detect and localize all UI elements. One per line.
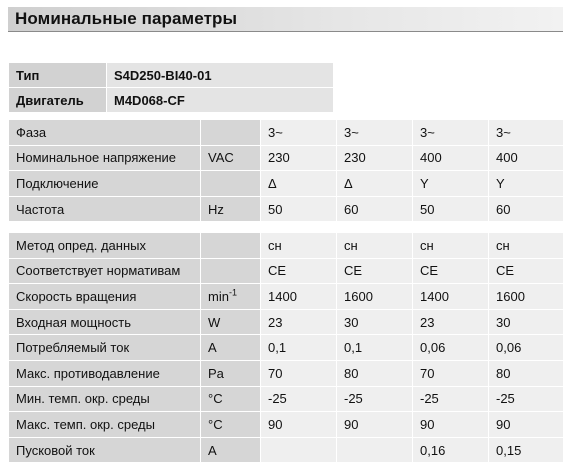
param-row (9, 412, 564, 438)
param-value: Y (413, 171, 489, 197)
param-row (9, 437, 564, 463)
section-header (8, 7, 563, 32)
param-value: 50 (413, 196, 489, 222)
param-value: -25 (489, 386, 564, 412)
param-value: 60 (489, 196, 564, 222)
param-unit (201, 386, 261, 412)
param-value: 1400 (413, 284, 489, 310)
param-unit (201, 360, 261, 386)
header-key: Двигатель (9, 88, 107, 113)
param-row (9, 360, 564, 386)
param-label: Потребляемый ток (9, 335, 201, 361)
param-label: Входная мощность (9, 309, 201, 335)
param-value: 80 (337, 360, 413, 386)
param-unit (201, 284, 261, 310)
unit-text: A (208, 442, 217, 458)
param-value: Y (489, 171, 564, 197)
unit-superscript: -1 (228, 287, 237, 298)
param-row (9, 258, 564, 284)
param-unit (201, 412, 261, 438)
param-value: 0,1 (337, 335, 413, 361)
param-value: 3~ (489, 120, 564, 146)
param-unit (201, 171, 261, 197)
performance-params-table (8, 232, 564, 463)
unit-text: °C (208, 391, 223, 407)
param-unit (201, 437, 261, 463)
param-label: Фаза (9, 120, 201, 146)
param-unit (201, 258, 261, 284)
param-value: 1400 (261, 284, 337, 310)
param-value: сн (489, 233, 564, 259)
param-row (9, 284, 564, 310)
param-row (9, 171, 564, 197)
unit-text: min (208, 288, 229, 304)
param-value: 0,06 (413, 335, 489, 361)
param-value: 0,16 (413, 437, 489, 463)
param-label: Номинальное напряжение (9, 145, 201, 171)
param-value (337, 437, 413, 463)
section-title: Номинальные параметры (15, 9, 238, 28)
param-row (9, 196, 564, 222)
unit-text: °C (208, 416, 223, 432)
param-value: 1600 (489, 284, 564, 310)
param-value: 0,06 (489, 335, 564, 361)
param-label: Соответствует нормативам (9, 258, 201, 284)
param-unit (201, 233, 261, 259)
param-value: сн (413, 233, 489, 259)
param-value: 23 (261, 309, 337, 335)
param-label: Пусковой ток (9, 437, 201, 463)
param-unit (201, 145, 261, 171)
param-value: сн (337, 233, 413, 259)
unit-text: VAC (208, 150, 234, 166)
param-label: Подключение (9, 171, 201, 197)
param-value: 30 (489, 309, 564, 335)
param-value: 50 (261, 196, 337, 222)
param-unit (201, 309, 261, 335)
header-value: M4D068-CF (107, 88, 334, 113)
param-value: 90 (261, 412, 337, 438)
param-value: 0,15 (489, 437, 564, 463)
param-value: 23 (413, 309, 489, 335)
unit-text: W (208, 314, 221, 330)
param-unit (201, 120, 261, 146)
param-value: 90 (489, 412, 564, 438)
param-value: 230 (261, 145, 337, 171)
header-row (9, 63, 334, 88)
param-value: -25 (261, 386, 337, 412)
param-row (9, 309, 564, 335)
param-value: -25 (413, 386, 489, 412)
param-value (261, 437, 337, 463)
param-value: 400 (413, 145, 489, 171)
param-value: -25 (337, 386, 413, 412)
param-unit (201, 196, 261, 222)
param-value: 0,1 (261, 335, 337, 361)
param-value: 400 (489, 145, 564, 171)
param-value: 90 (337, 412, 413, 438)
param-value: 70 (413, 360, 489, 386)
param-value: CE (337, 258, 413, 284)
param-value: CE (261, 258, 337, 284)
param-value: сн (261, 233, 337, 259)
unit-text: Pa (208, 365, 224, 381)
param-row (9, 335, 564, 361)
unit-text: A (208, 340, 217, 356)
param-row (9, 120, 564, 146)
header-row (9, 88, 334, 113)
param-value: CE (413, 258, 489, 284)
param-value: 3~ (261, 120, 337, 146)
param-label: Скорость вращения (9, 284, 201, 310)
param-value: 80 (489, 360, 564, 386)
param-row (9, 145, 564, 171)
param-value: 60 (337, 196, 413, 222)
param-value: 90 (413, 412, 489, 438)
param-row (9, 233, 564, 259)
param-value: 230 (337, 145, 413, 171)
header-value: S4D250-BI40-01 (107, 63, 334, 88)
param-value: CE (489, 258, 564, 284)
param-unit (201, 335, 261, 361)
unit-text: Hz (208, 201, 224, 217)
param-value: Δ (261, 171, 337, 197)
param-label: Макс. противодавление (9, 360, 201, 386)
param-label: Мин. темп. окр. среды (9, 386, 201, 412)
param-value: Δ (337, 171, 413, 197)
param-value: 30 (337, 309, 413, 335)
param-label: Метод опред. данных (9, 233, 201, 259)
product-id-table (8, 62, 334, 113)
electrical-params-table (8, 119, 564, 222)
param-row (9, 386, 564, 412)
param-value: 3~ (413, 120, 489, 146)
header-key: Тип (9, 63, 107, 88)
param-value: 70 (261, 360, 337, 386)
param-label: Макс. темп. окр. среды (9, 412, 201, 438)
param-value: 3~ (337, 120, 413, 146)
param-label: Частота (9, 196, 201, 222)
param-value: 1600 (337, 284, 413, 310)
